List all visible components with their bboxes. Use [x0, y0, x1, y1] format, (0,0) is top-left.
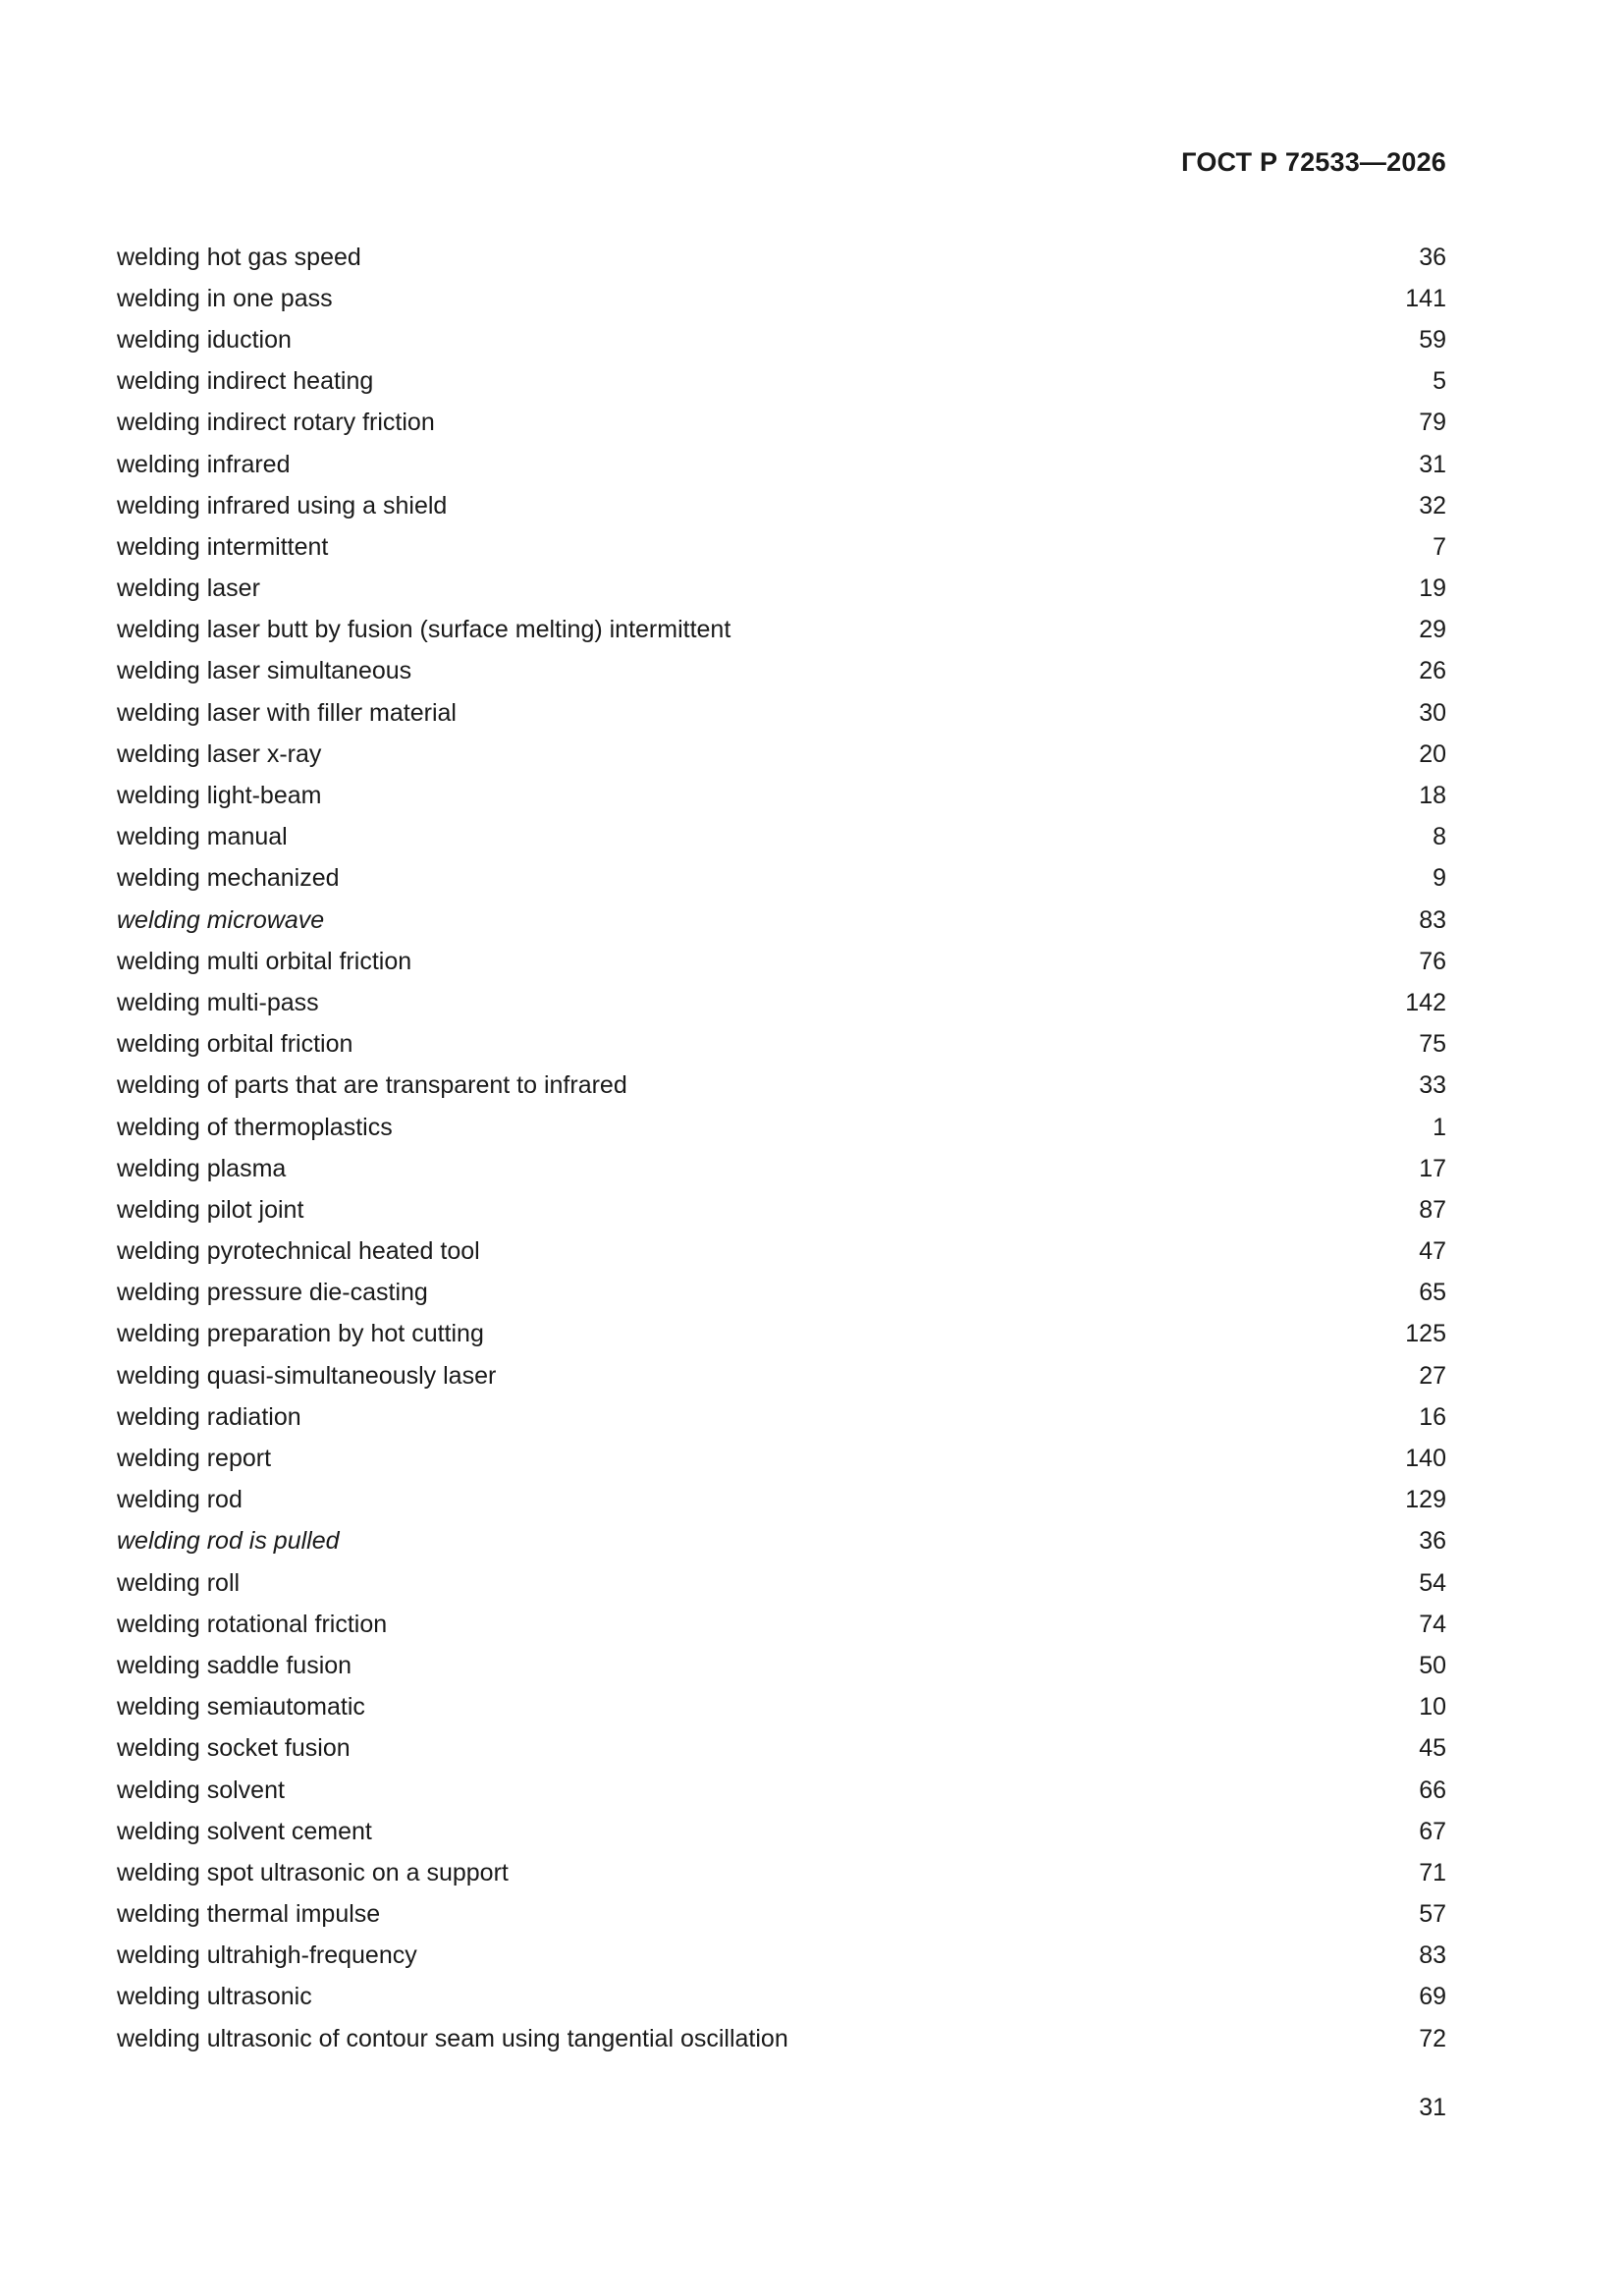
index-term-number: 79: [1419, 409, 1446, 437]
index-entry: [117, 485, 1446, 526]
index-term-number: 27: [1419, 1361, 1446, 1390]
index-term: welding quasi-simultaneously laser: [117, 1361, 497, 1390]
index-term: welding saddle fusion: [117, 1651, 352, 1679]
page-number: 31: [1419, 2094, 1446, 2121]
index-term: welding laser with filler material: [117, 698, 457, 727]
index-entry: [117, 1314, 1446, 1355]
index-term-number: 7: [1433, 532, 1446, 561]
index-term: welding solvent: [117, 1776, 285, 1804]
index-term-number: 65: [1419, 1279, 1446, 1307]
index-entry: [117, 361, 1446, 403]
index-entry: [117, 1107, 1446, 1148]
index-entry: [117, 858, 1446, 900]
index-term-number: 36: [1419, 1527, 1446, 1556]
index-term: welding plasma: [117, 1154, 287, 1182]
index-term-number: 142: [1405, 988, 1446, 1016]
index-term: welding solvent cement: [117, 1817, 372, 1845]
index-entry: [117, 1189, 1446, 1230]
index-term-number: 71: [1419, 1858, 1446, 1886]
index-term-number: 33: [1419, 1071, 1446, 1100]
index-term-number: 36: [1419, 243, 1446, 271]
index-term-number: 30: [1419, 698, 1446, 727]
index-entry: [117, 1438, 1446, 1479]
index-term: welding report: [117, 1445, 272, 1473]
index-term-number: 74: [1419, 1610, 1446, 1638]
index-term: welding ultrasonic: [117, 1983, 312, 2011]
index-entry: [117, 1273, 1446, 1314]
index-term-number: 50: [1419, 1651, 1446, 1679]
index-term-number: 26: [1419, 657, 1446, 685]
index-entry: [117, 1231, 1446, 1273]
index-entry: [117, 319, 1446, 360]
index-term-number: 10: [1419, 1693, 1446, 1722]
index-entry: [117, 1936, 1446, 1977]
index-entry: [117, 569, 1446, 610]
index-entry: [117, 1521, 1446, 1562]
index-entry: [117, 403, 1446, 444]
index-term: welding multi-pass: [117, 988, 319, 1016]
index-term-number: 140: [1405, 1445, 1446, 1473]
index-term-number: 125: [1405, 1320, 1446, 1348]
index-term-number: 16: [1419, 1402, 1446, 1431]
index-term: welding of thermoplastics: [117, 1113, 393, 1141]
index-term: welding indirect rotary friction: [117, 409, 435, 437]
index-term: welding pressure die-casting: [117, 1279, 428, 1307]
index-entry: [117, 1562, 1446, 1604]
index-entry: [117, 1480, 1446, 1521]
index-term: welding spot ultrasonic on a support: [117, 1858, 509, 1886]
index-entry: [117, 1604, 1446, 1645]
index-term: welding laser butt by fusion (surface melting) intermittent: [117, 616, 731, 644]
index-entry: [117, 1148, 1446, 1189]
document-code-header: ГОСТ Р 72533—2026: [1181, 147, 1446, 177]
index-term: welding ultrahigh-frequency: [117, 1941, 417, 1970]
index-term: welding multi orbital friction: [117, 947, 412, 975]
index-term: welding ultrasonic of contour seam using tangential oscillation: [117, 2024, 788, 2052]
index-term-number: 72: [1419, 2024, 1446, 2052]
index-term: welding rod: [117, 1486, 243, 1514]
index-term: welding iduction: [117, 325, 292, 354]
index-entry: [117, 1645, 1446, 1686]
index-term-number: 8: [1433, 823, 1446, 851]
index-term-number: 54: [1419, 1568, 1446, 1597]
index-entry: [117, 1396, 1446, 1438]
index-entry: [117, 651, 1446, 692]
index-term: welding infrared using a shield: [117, 491, 448, 519]
index-entry: [117, 2018, 1446, 2059]
index-term-number: 83: [1419, 905, 1446, 934]
index-term: welding light-beam: [117, 782, 322, 810]
index-term: welding mechanized: [117, 864, 340, 893]
index-term-number: 83: [1419, 1941, 1446, 1970]
index-term: welding manual: [117, 823, 288, 851]
index-term: welding rod is pulled: [117, 1527, 340, 1556]
index-term-number: 19: [1419, 574, 1446, 603]
index-entry: [117, 775, 1446, 816]
index-entry: [117, 526, 1446, 568]
index-term-number: 29: [1419, 616, 1446, 644]
index-term-number: 47: [1419, 1237, 1446, 1266]
index-term: welding thermal impulse: [117, 1900, 381, 1929]
index-term-number: 31: [1419, 450, 1446, 478]
alphabetical-term-index: [117, 237, 1446, 2059]
index-term-number: 129: [1405, 1486, 1446, 1514]
index-entry: [117, 610, 1446, 651]
index-entry: [117, 734, 1446, 775]
index-term: welding indirect heating: [117, 367, 374, 396]
index-entry: [117, 941, 1446, 982]
index-entry: [117, 692, 1446, 734]
index-term: welding radiation: [117, 1402, 301, 1431]
index-entry: [117, 237, 1446, 278]
index-term-number: 141: [1405, 284, 1446, 312]
index-term: welding in one pass: [117, 284, 333, 312]
index-entry: [117, 1687, 1446, 1728]
index-term: welding laser simultaneous: [117, 657, 412, 685]
index-term: welding laser: [117, 574, 260, 603]
index-term: welding preparation by hot cutting: [117, 1320, 484, 1348]
index-term-number: 75: [1419, 1030, 1446, 1059]
index-term-number: 20: [1419, 739, 1446, 768]
index-entry: [117, 1977, 1446, 2018]
index-entry: [117, 1852, 1446, 1893]
index-term: welding hot gas speed: [117, 243, 361, 271]
index-term-number: 17: [1419, 1154, 1446, 1182]
index-term: welding pyrotechnical heated tool: [117, 1237, 480, 1266]
index-term: welding of parts that are transparent to infrared: [117, 1071, 627, 1100]
index-entry: [117, 278, 1446, 319]
index-term-number: 66: [1419, 1776, 1446, 1804]
index-entry: [117, 900, 1446, 941]
index-entry: [117, 1066, 1446, 1107]
index-term-number: 45: [1419, 1734, 1446, 1763]
index-entry: [117, 1894, 1446, 1936]
index-entry: [117, 1811, 1446, 1852]
index-term-number: 32: [1419, 491, 1446, 519]
index-entry: [117, 817, 1446, 858]
index-term: welding intermittent: [117, 532, 329, 561]
index-term-number: 9: [1433, 864, 1446, 893]
index-entry: [117, 982, 1446, 1023]
index-term-number: 76: [1419, 947, 1446, 975]
index-term: welding infrared: [117, 450, 291, 478]
index-term: welding laser x-ray: [117, 739, 322, 768]
index-term-number: 57: [1419, 1900, 1446, 1929]
index-entry: [117, 1728, 1446, 1770]
index-entry: [117, 1024, 1446, 1066]
index-term: welding orbital friction: [117, 1030, 353, 1059]
index-term-number: 87: [1419, 1195, 1446, 1224]
index-term: welding roll: [117, 1568, 241, 1597]
index-term: welding semiautomatic: [117, 1693, 365, 1722]
index-term-number: 69: [1419, 1983, 1446, 2011]
index-term-number: 1: [1433, 1113, 1446, 1141]
index-term-number: 59: [1419, 325, 1446, 354]
index-term-number: 67: [1419, 1817, 1446, 1845]
index-term: welding socket fusion: [117, 1734, 351, 1763]
index-entry: [117, 1770, 1446, 1811]
index-term: welding pilot joint: [117, 1195, 304, 1224]
index-term-number: 18: [1419, 782, 1446, 810]
index-term: welding microwave: [117, 905, 325, 934]
index-term: welding rotational friction: [117, 1610, 388, 1638]
index-entry: [117, 1355, 1446, 1396]
index-entry: [117, 444, 1446, 485]
index-term-number: 5: [1433, 367, 1446, 396]
